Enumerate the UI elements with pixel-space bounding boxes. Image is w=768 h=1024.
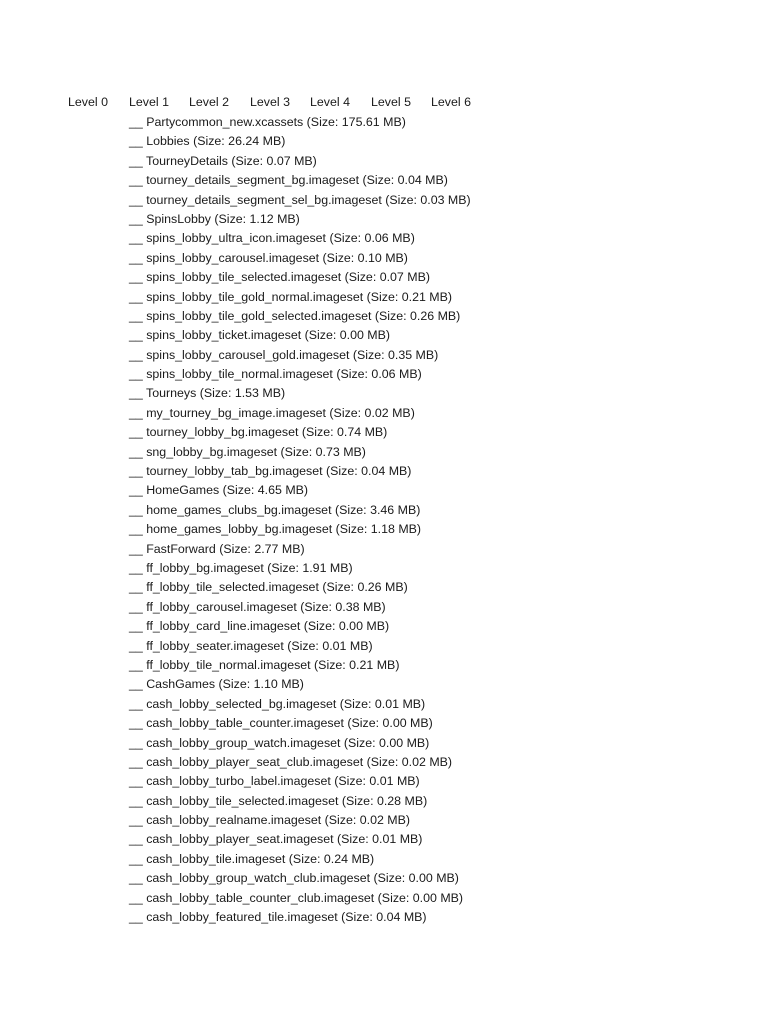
tree-row: __ home_games_clubs_bg.imageset (Size: 3.46 MB) <box>129 502 421 517</box>
tree-row: __ ff_lobby_card_line.imageset (Size: 0.00 MB) <box>129 619 390 634</box>
tree-row: __ tourney_details_segment_bg.imageset (Size: 0.04 MB) <box>129 173 448 188</box>
tree-row: __ ff_lobby_carousel.imageset (Size: 0.38 MB) <box>129 599 386 614</box>
tree-row: __ sng_lobby_bg.imageset (Size: 0.73 MB) <box>129 444 366 459</box>
tree-row: __ ff_lobby_tile_selected.imageset (Size: 0.26 MB) <box>129 580 408 595</box>
tree-row: __ tourney_details_segment_sel_bg.imageset (Size: 0.03 MB) <box>129 192 471 207</box>
tree-row: __ tourney_lobby_bg.imageset (Size: 0.74 MB) <box>129 425 388 440</box>
tree-row: __ spins_lobby_tile_normal.imageset (Size: 0.06 MB) <box>129 367 422 382</box>
asset-tree-list <box>129 113 471 927</box>
tree-row: __ spins_lobby_carousel_gold.imageset (Size: 0.35 MB) <box>129 347 439 362</box>
tree-row: __ spins_lobby_carousel.imageset (Size: 0.10 MB) <box>129 250 408 265</box>
tree-row: __ cash_lobby_realname.imageset (Size: 0.02 MB) <box>129 813 411 828</box>
tree-row: __ cash_lobby_selected_bg.imageset (Size: 0.01 MB) <box>129 696 426 711</box>
tree-row: __ cash_lobby_table_counter.imageset (Size: 0.00 MB) <box>129 716 433 731</box>
tree-row: __ TourneyDetails (Size: 0.07 MB) <box>129 153 317 168</box>
level-3-header: Level 3 <box>250 95 290 109</box>
tree-row: __ home_games_lobby_bg.imageset (Size: 1.18 MB) <box>129 522 422 537</box>
tree-row: __ spins_lobby_tile_selected.imageset (Size: 0.07 MB) <box>129 270 430 285</box>
tree-row: __ Lobbies (Size: 26.24 MB) <box>129 134 286 149</box>
tree-row: __ cash_lobby_player_seat_club.imageset (Size: 0.02 MB) <box>129 754 453 769</box>
level-header-row <box>0 93 768 111</box>
tree-row: __ spins_lobby_tile_gold_normal.imageset (Size: 0.21 MB) <box>129 289 453 304</box>
level-6-header: Level 6 <box>431 95 471 109</box>
level-1-header: Level 1 <box>129 95 169 109</box>
level-4-header: Level 4 <box>310 95 350 109</box>
tree-row: __ FastForward (Size: 2.77 MB) <box>129 541 305 556</box>
tree-row: __ cash_lobby_tile_selected.imageset (Size: 0.28 MB) <box>129 793 428 808</box>
tree-row: __ cash_lobby_featured_tile.imageset (Size: 0.04 MB) <box>129 910 427 925</box>
tree-row: __ tourney_lobby_tab_bg.imageset (Size: 0.04 MB) <box>129 464 412 479</box>
tree-row: __ ff_lobby_seater.imageset (Size: 0.01 MB) <box>129 638 373 653</box>
tree-row: __ cash_lobby_table_counter_club.imageset (Size: 0.00 MB) <box>129 890 464 905</box>
tree-row: __ cash_lobby_tile.imageset (Size: 0.24 MB) <box>129 851 375 866</box>
tree-row: __ my_tourney_bg_image.imageset (Size: 0.02 MB) <box>129 405 415 420</box>
tree-row: __ cash_lobby_group_watch_club.imageset (Size: 0.00 MB) <box>129 871 459 886</box>
tree-row: __ cash_lobby_group_watch.imageset (Size: 0.00 MB) <box>129 735 430 750</box>
level-0-header: Level 0 <box>68 95 108 109</box>
tree-row: __ Partycommon_new.xcassets (Size: 175.61 MB) <box>129 115 406 129</box>
tree-row: __ cash_lobby_turbo_label.imageset (Size: 0.01 MB) <box>129 774 420 789</box>
tree-row: __ ff_lobby_tile_normal.imageset (Size: 0.21 MB) <box>129 657 400 672</box>
tree-row: __ cash_lobby_player_seat.imageset (Size: 0.01 MB) <box>129 832 423 847</box>
tree-row: __ CashGames (Size: 1.10 MB) <box>129 677 304 692</box>
level-2-header: Level 2 <box>189 95 229 109</box>
tree-row: __ Tourneys (Size: 1.53 MB) <box>129 386 286 401</box>
tree-row: __ spins_lobby_ultra_icon.imageset (Size: 0.06 MB) <box>129 231 415 246</box>
tree-row: __ spins_lobby_tile_gold_selected.imageset (Size: 0.26 MB) <box>129 308 461 323</box>
level-5-header: Level 5 <box>371 95 411 109</box>
tree-row: __ SpinsLobby (Size: 1.12 MB) <box>129 211 300 226</box>
tree-row: __ ff_lobby_bg.imageset (Size: 1.91 MB) <box>129 560 353 575</box>
tree-row: __ HomeGames (Size: 4.65 MB) <box>129 483 309 498</box>
tree-row: __ spins_lobby_ticket.imageset (Size: 0.00 MB) <box>129 328 391 343</box>
